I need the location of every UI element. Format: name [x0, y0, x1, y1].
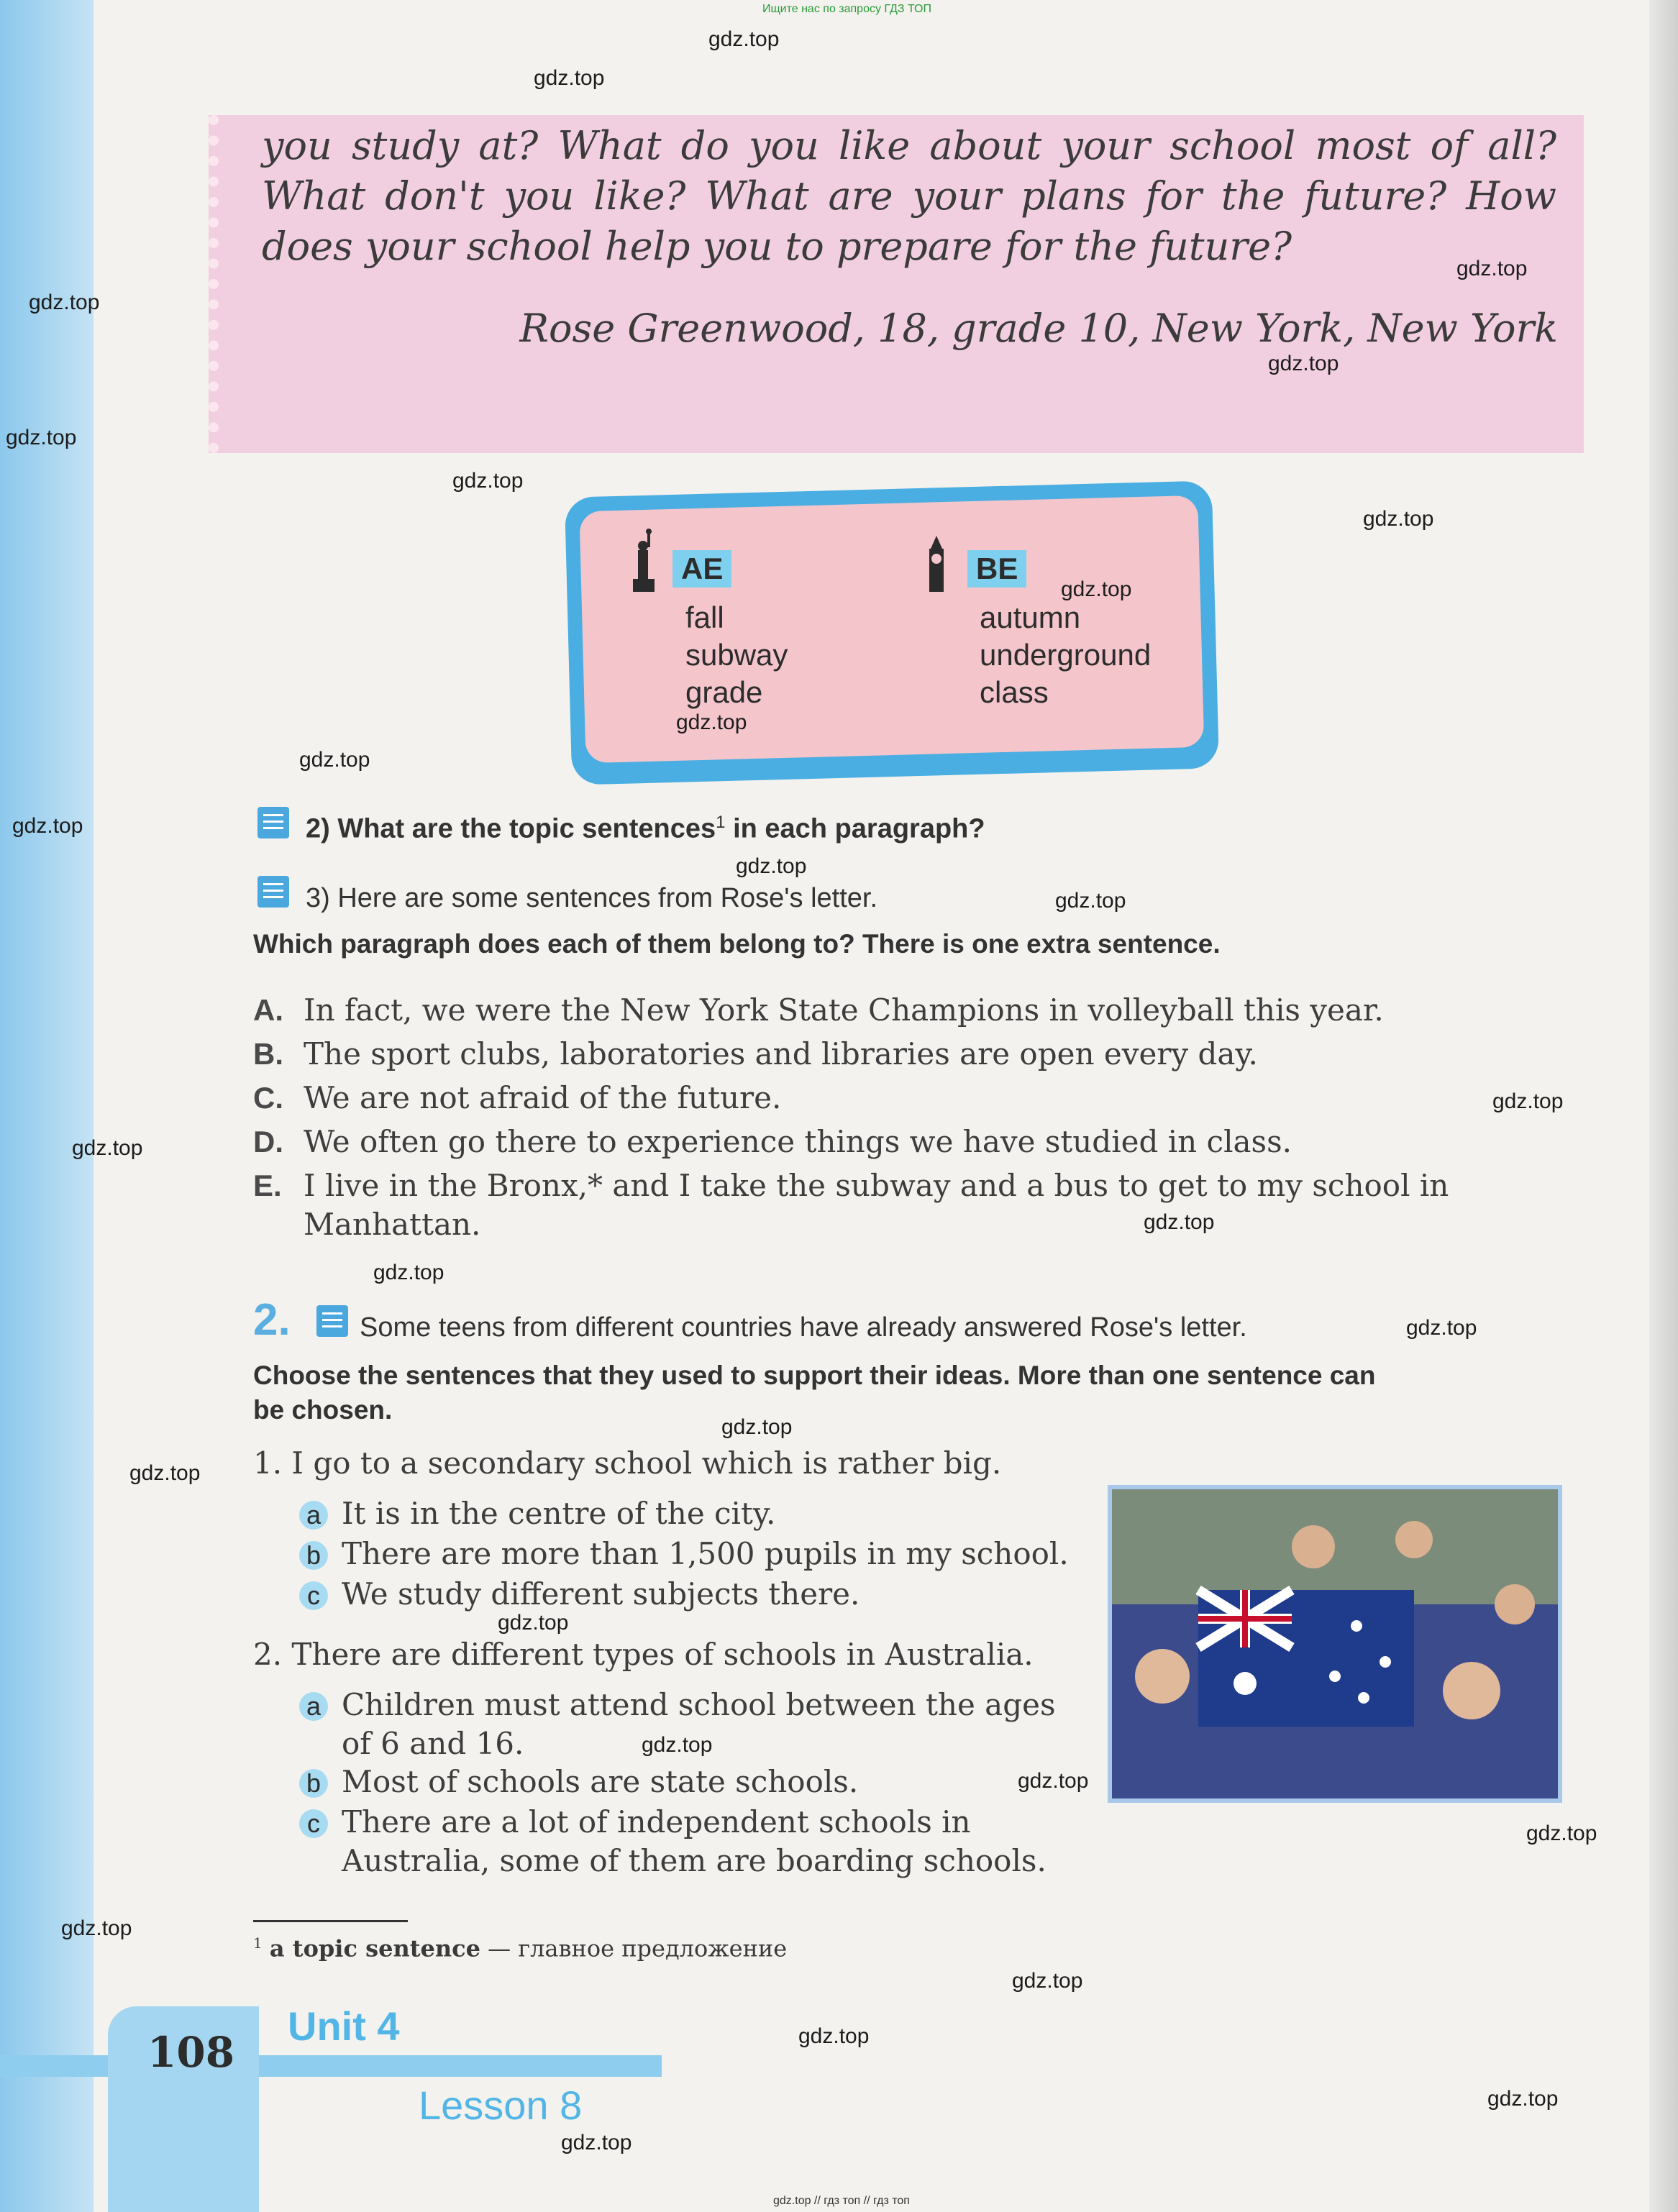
lesson-title: Lesson 8: [419, 2083, 583, 2128]
option-marker: c: [299, 1809, 328, 1838]
watermark: gdz.top: [1526, 1822, 1597, 1845]
watermark: gdz.top: [798, 2024, 870, 2048]
watermark: gdz.top: [1144, 1210, 1215, 1234]
sentence-item: C. We are not afraid of the future.: [253, 1080, 782, 1115]
bottom-banner: gdz.top // гдз топ // гдз топ: [773, 2195, 910, 2207]
option-text: Most of schools are state schools.: [342, 1764, 859, 1799]
be-label: BE: [967, 550, 1026, 588]
ae-word: fall: [685, 600, 724, 634]
option-text: Children must attend school between the ages: [342, 1687, 1056, 1722]
option-text: Australia, some of them are boarding schools.: [342, 1843, 1047, 1878]
be-word: autumn: [980, 600, 1081, 634]
be-word: underground: [980, 638, 1152, 672]
page-number: 108: [147, 2028, 235, 2077]
option-marker: c: [299, 1581, 328, 1610]
watermark: gdz.top: [1456, 257, 1528, 280]
watermark: gdz.top: [1018, 1769, 1089, 1793]
watermark: gdz.top: [1363, 507, 1434, 531]
watermark: gdz.top: [72, 1136, 143, 1160]
question-1: 1. I go to a secondary school which is rather big.: [253, 1445, 1002, 1481]
exercise-number: 2.: [253, 1295, 291, 1345]
option-text: of 6 and 16.: [342, 1726, 524, 1761]
watermark: gdz.top: [1492, 1089, 1564, 1113]
vocabulary-box-inner: [579, 495, 1204, 763]
exercise-2-instruction: be chosen.: [253, 1395, 393, 1425]
task-2-question: [306, 813, 985, 845]
watermark: gdz.top: [373, 1261, 444, 1284]
watermark: gdz.top: [452, 469, 524, 493]
task-3-instruction: Which paragraph does each of them belong to? There is one extra sentence.: [253, 929, 1221, 959]
option-text: There are a lot of independent schools in: [342, 1804, 971, 1839]
watermark: gdz.top: [129, 1461, 201, 1485]
letter-signature: Rose Greenwood, 18, grade 10, New York, New York: [519, 306, 1558, 351]
option-text: It is in the centre of the city.: [342, 1496, 776, 1531]
big-ben-icon: [921, 536, 952, 593]
watermark: gdz.top: [6, 426, 77, 449]
task-3-text: 3) Here are some sentences from Rose's letter.: [306, 883, 878, 913]
watermark: gdz.top: [676, 710, 747, 734]
watermark: gdz.top: [1061, 577, 1132, 601]
watermark: gdz.top: [29, 291, 100, 314]
watermark: gdz.top: [1055, 889, 1126, 913]
watermark: gdz.top: [736, 854, 807, 878]
question-2: 2. There are different types of schools in Australia.: [253, 1637, 1034, 1672]
watermark: gdz.top: [1487, 2087, 1559, 2111]
watermark: gdz.top: [299, 748, 370, 772]
task-list-icon: [316, 1305, 348, 1337]
ae-word: subway: [685, 638, 788, 672]
task-list-icon: [257, 876, 289, 908]
vocabulary-box: [565, 480, 1219, 785]
option-text: There are more than 1,500 pupils in my school.: [342, 1536, 1069, 1571]
letter-line-3: does your school help you to prepare for the future?: [262, 224, 1292, 269]
footer-bar: [0, 2055, 662, 2077]
letter-excerpt: [209, 115, 1584, 453]
watermark: gdz.top: [534, 66, 605, 90]
option-marker: b: [299, 1769, 328, 1798]
task-list-icon: [257, 807, 289, 838]
footnote: $^1$ a topic sentence — главное предложение: [253, 1934, 788, 1962]
watermark: gdz.top: [708, 27, 780, 51]
watermark: gdz.top: [498, 1611, 569, 1635]
watermark: gdz.top: [1406, 1316, 1477, 1340]
watermark: gdz.top: [561, 2131, 632, 2154]
exercise-2-instruction: Choose the sentences that they used to support their ideas. More than one sentence can: [253, 1361, 1376, 1390]
ae-label: AE: [672, 550, 731, 588]
option-marker: a: [299, 1501, 328, 1530]
option-marker: b: [299, 1541, 328, 1570]
statue-of-liberty-icon: [626, 529, 662, 593]
sentence-item: E. I live in the Bronx,* and I take the subway and a bus to get to my school in: [253, 1168, 1449, 1203]
letter-line-2: What don't you like? What are your plans for the future? How: [262, 173, 1556, 219]
page-binding-shadow: [1649, 0, 1678, 2212]
be-word: class: [980, 675, 1049, 709]
page-side-strip: [0, 0, 94, 2212]
watermark: gdz.top: [642, 1733, 713, 1757]
letter-line-1: you study at? What do you like about your school most of all?: [262, 123, 1556, 168]
watermark: gdz.top: [1268, 352, 1339, 375]
footnote-rule: [253, 1920, 408, 1922]
option-marker: a: [299, 1692, 328, 1721]
school-children-photo: [1108, 1485, 1562, 1803]
task-2-tail: in each paragraph?: [725, 813, 985, 844]
watermark: gdz.top: [721, 1415, 793, 1439]
unit-title: Unit 4: [288, 2003, 400, 2049]
watermark: gdz.top: [12, 814, 83, 838]
top-banner: Ищите нас по запросу ГДЗ ТОП: [762, 3, 931, 15]
watermark: gdz.top: [1012, 1969, 1083, 1993]
exercise-2-intro: Some teens from different countries have already answered Rose's letter.: [360, 1312, 1247, 1343]
footnote-marker: 1: [716, 813, 726, 832]
ae-word: grade: [685, 675, 763, 709]
watermark: gdz.top: [61, 1916, 132, 1940]
sentence-item: A. In fact, we were the New York State Champions in volleyball this year.: [253, 992, 1384, 1028]
task-2-text: 2) What are the topic sentences: [306, 813, 716, 844]
sentence-item: B. The sport clubs, laboratories and libraries are open every day.: [253, 1036, 1258, 1071]
sentence-item: Manhattan.: [304, 1207, 481, 1242]
option-text: We study different subjects there.: [342, 1576, 860, 1612]
sentence-item: D. We often go there to experience things we have studied in class.: [253, 1124, 1292, 1159]
